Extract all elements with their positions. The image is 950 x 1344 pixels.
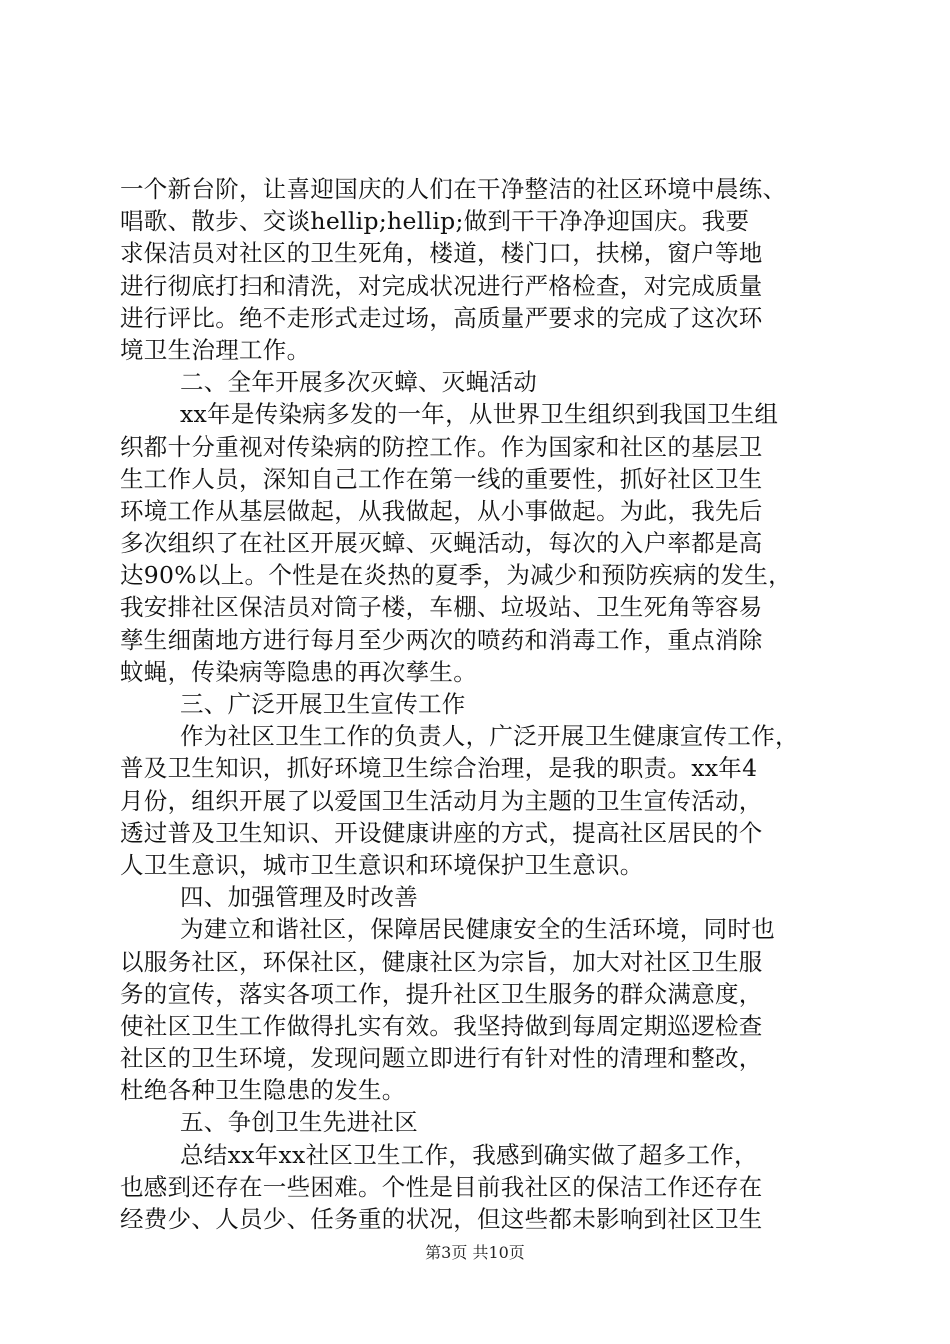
text-line: 蚊蝇，传染病等隐患的再次孳生。: [120, 657, 477, 686]
text-line: 月份，组织开展了以爱国卫生活动月为主题的卫生宣传活动，: [120, 786, 763, 815]
text-line: 作为社区卫生工作的负责人，广泛开展卫生健康宣传工作，: [180, 722, 799, 751]
text-line: 环境工作从基层做起，从我做起，从小事做起。为此，我先后: [120, 496, 763, 525]
text-line: 织都十分重视对传染病的防控工作。作为国家和社区的基层卫: [120, 432, 763, 461]
text-line: 生工作人员，深知自己工作在第一线的重要性，抓好社区卫生: [120, 464, 763, 493]
text-line: 进行评比。绝不走形式走过场，高质量严要求的完成了这次环: [120, 303, 763, 332]
text-line: 达90%以上。个性是在炎热的夏季，为减少和预防疾病的发生，: [120, 561, 792, 590]
text-line: 普及卫生知识，抓好环境卫生综合治理，是我的职责。xx年4: [120, 754, 758, 783]
page-footer: 第3页 共10页: [425, 1243, 525, 1262]
text-line: 四、加强管理及时改善: [180, 883, 418, 912]
text-line: 为建立和谐社区，保障居民健康安全的生活环境，同时也: [180, 915, 775, 944]
text-line: 进行彻底打扫和清洗，对完成状况进行严格检查，对完成质量: [120, 271, 763, 300]
text-line: 二、全年开展多次灭蟑、灭蝇活动: [180, 368, 537, 397]
text-line: 总结xx年xx社区卫生工作，我感到确实做了超多工作，: [180, 1140, 758, 1169]
text-line: 杜绝各种卫生隐患的发生。: [120, 1076, 406, 1105]
text-line: xx年是传染病多发的一年，从世界卫生组织到我国卫生组: [180, 400, 779, 429]
text-line: 五、争创卫生先进社区: [180, 1108, 418, 1137]
text-line: 透过普及卫生知识、开设健康讲座的方式，提高社区居民的个: [120, 818, 763, 847]
text-line: 孳生细菌地方进行每月至少两次的喷药和消毒工作，重点消除: [120, 625, 763, 654]
document-body: [120, 173, 836, 1235]
text-line: 也感到还存在一些困难。个性是目前我社区的保洁工作还存在: [120, 1172, 763, 1201]
text-line: 境卫生治理工作。: [120, 335, 311, 364]
text-line: 使社区卫生工作做得扎实有效。我坚持做到每周定期巡逻检查: [120, 1011, 763, 1040]
text-line: 唱歌、散步、交谈hellip;hellip;做到干干净净迎国庆。我要: [120, 207, 750, 236]
text-line: 以服务社区，环保社区，健康社区为宗旨，加大对社区卫生服: [120, 947, 763, 976]
text-line: 三、广泛开展卫生宣传工作: [180, 690, 466, 718]
text-line: 一个新台阶，让喜迎国庆的人们在干净整洁的社区环境中晨练、: [120, 175, 787, 203]
text-line: 多次组织了在社区开展灭蟑、灭蝇活动，每次的入户率都是高: [120, 529, 763, 558]
text-line: 社区的卫生环境，发现问题立即进行有针对性的清理和整改，: [120, 1044, 763, 1073]
text-line: 求保洁员对社区的卫生死角，楼道，楼门口，扶梯，窗户等地: [120, 239, 763, 268]
text-line: 我安排社区保洁员对筒子楼，车棚、垃圾站、卫生死角等容易: [120, 593, 763, 622]
text-line: 人卫生意识，城市卫生意识和环境保护卫生意识。: [120, 850, 644, 879]
text-line: 经费少、人员少、任务重的状况，但这些都未影响到社区卫生: [120, 1205, 763, 1233]
text-line: 务的宣传，落实各项工作，提升社区卫生服务的群众满意度，: [120, 979, 763, 1008]
